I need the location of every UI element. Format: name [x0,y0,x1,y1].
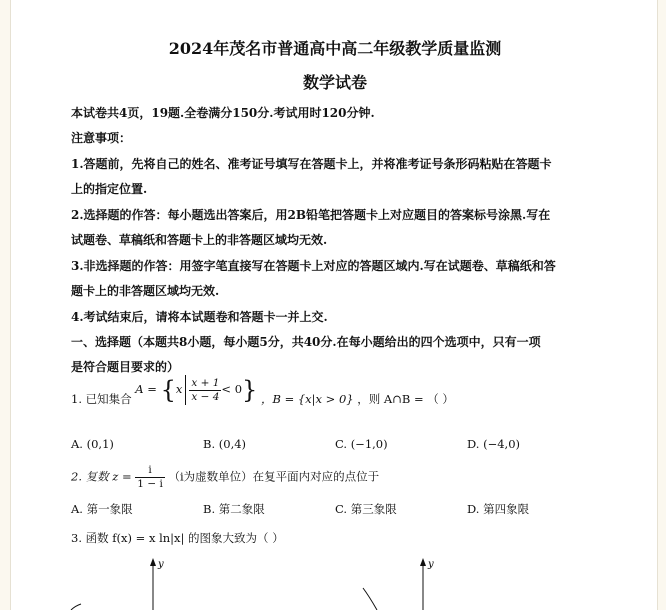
notice-heading: 注意事项： [71,131,132,145]
graph-b [341,556,541,610]
q1-option-d: D. (−4,0) [467,437,521,451]
q1-set-a: A = {x $\frac{x + 1}{x - 4}$ < 0} [135,376,258,404]
question-2: 2. 复数 z = $\frac{i}{1 - i}$ （i为虚数单位）在复平面内对应的点位于 [71,464,380,490]
exam-summary: 本试卷共4页，19题.全卷满分150分.考试用时120分钟. [71,106,375,120]
question-1 [71,376,454,415]
q2-option-d: D. 第四象限 [467,502,530,516]
q2-option-c: C. 第三象限 [335,502,397,516]
graph-a-y-label: y [158,559,164,570]
note-line: 上的指定位置. [71,182,148,196]
note-line: 4.考试结束后，请将本试题卷和答题卡一并上交. [71,310,328,324]
exam-page [10,0,658,610]
note-line: 试题卷、草稿纸和答题卡上的非答题区域均无效. [71,233,328,247]
question-3: 3. 函数 f(x) = x ln|x| 的图象大致为（ ） [71,531,284,545]
note-line: 3.非选择题的作答：用签字笔直接写在答题卡上对应的答题区域内.写在试题卷、草稿纸和答 [71,259,556,273]
exam-title: 2024年茂名市普通高中高二年级教学质量监测 [168,39,502,58]
q1-option-a: A. (0,1) [71,437,114,451]
graph-a [61,556,261,610]
q1-suffix: ，则 A∩B = （ ） [357,392,454,406]
q1-option-c: C. (−1,0) [335,437,388,451]
exam-subtitle: 数学试卷 [302,73,367,92]
note-line: 2.选择题的作答：每小题选出答案后，用2B铅笔把答题卡上对应题目的答案标号涂黑.写在 [71,208,551,222]
section-heading: 一、选择题（本题共8小题，每小题5分，共40分.在每小题给出的四个选项中，只有一项 [71,335,541,349]
graph-b-y-label: y [428,559,434,570]
q1-prefix: 1. 已知集合 [71,392,132,406]
section-heading-cont: 是符合题目要求的） [71,360,180,374]
q1-option-b: B. (0,4) [203,437,247,451]
q2-option-a: A. 第一象限 [71,502,133,516]
q2-option-b: B. 第二象限 [203,502,265,516]
note-line: 题卡上的非答题区域均无效. [71,284,220,298]
q1-set-b: ，B = {x|x > 0} [260,392,354,406]
note-line: 1.答题前，先将自己的姓名、准考证号填写在答题卡上，并将准考证号条形码粘贴在答题卡 [71,157,552,171]
